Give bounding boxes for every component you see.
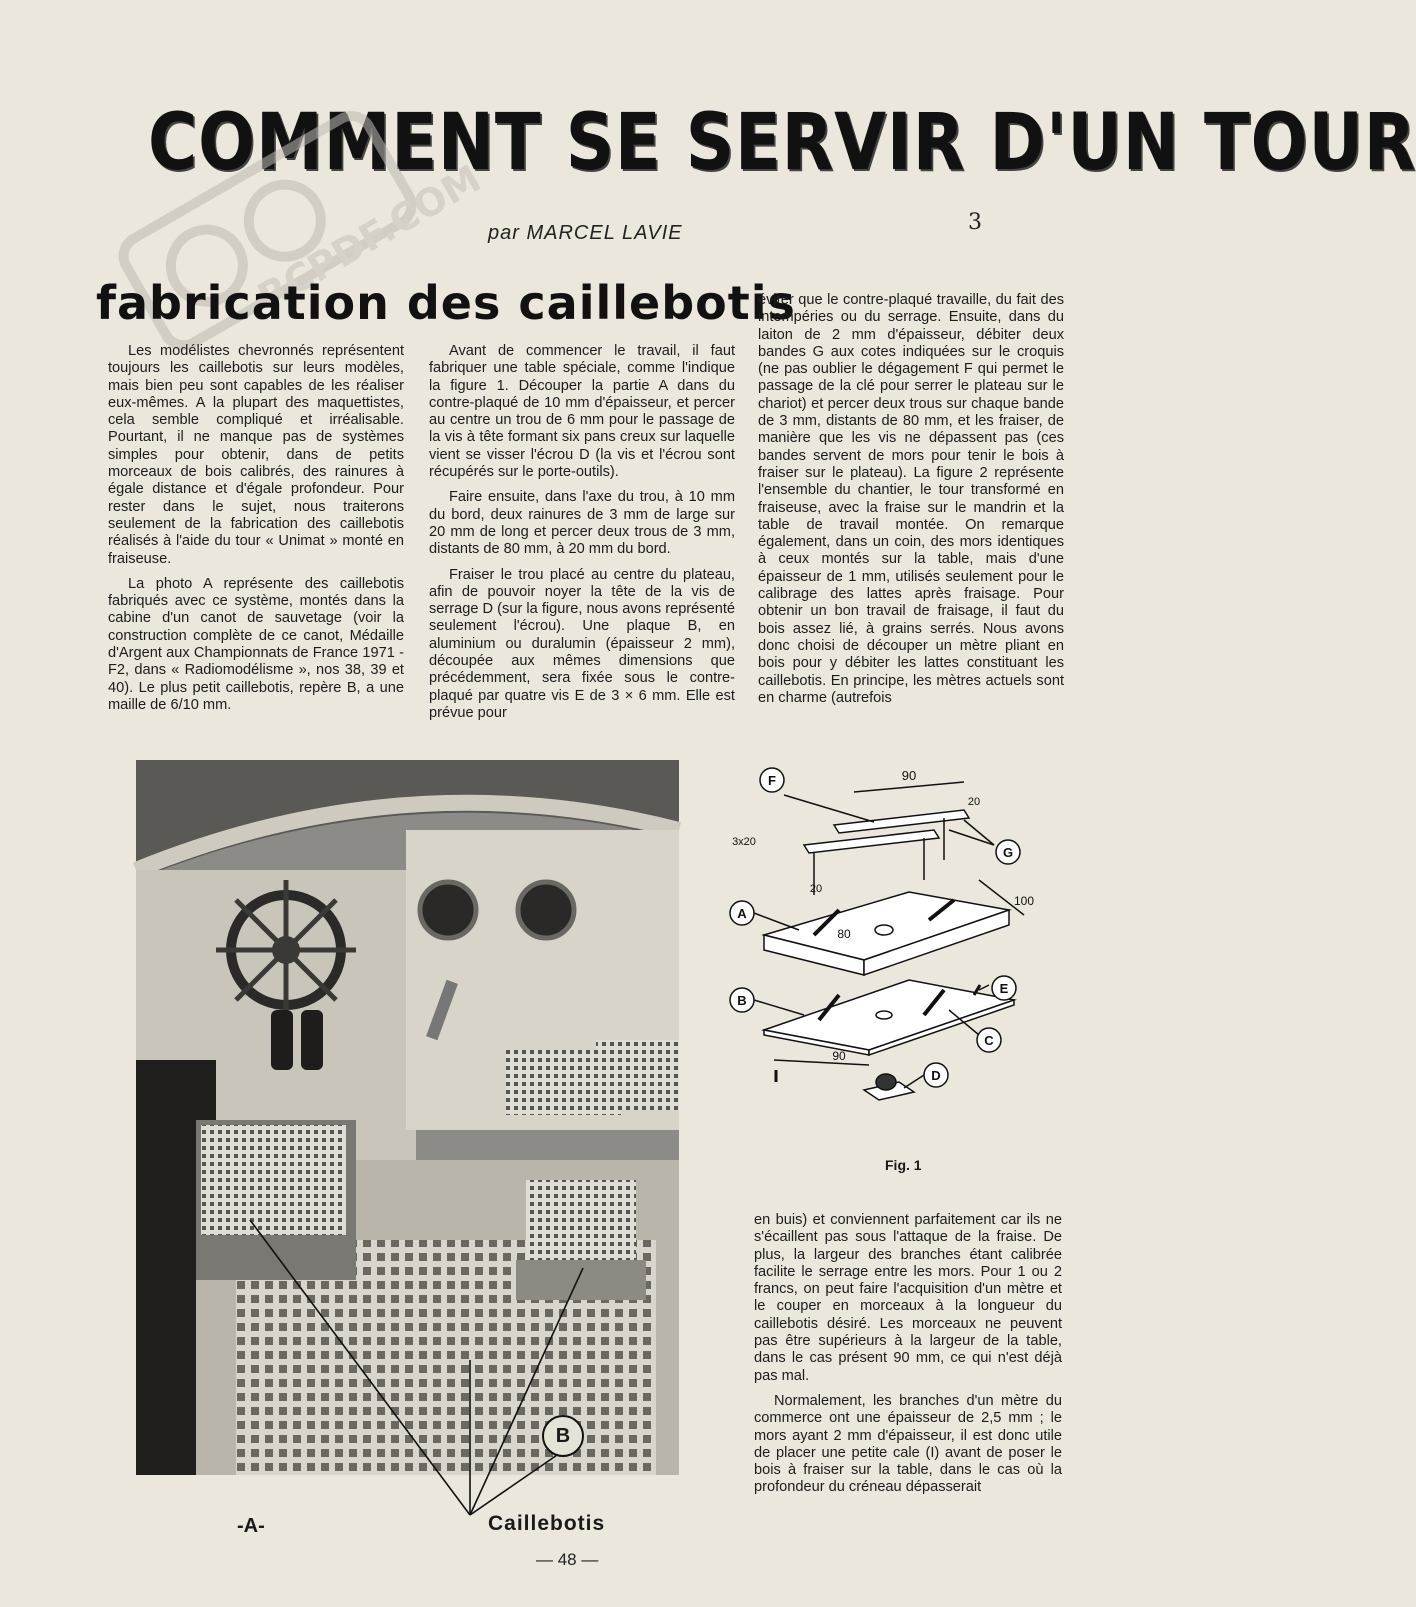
figure-caption: Fig. 1 (885, 1157, 922, 1173)
photo-a (136, 760, 679, 1475)
paragraph: Les modélistes chevronnés représentent toujours les caillebotis sur leurs modèles, mais bien peu sont capables de les réaliser eux-mêmes. A la plupart des maquettistes, cela semble compliqué et irréalisable. Pourtant, il ne manque pas de systèmes simples pour obtenir, dans de petits morceaux de bois calibrés, des rainures à égale distance et d'égale profondeur. Pour rester dans le sujet, nous traiterons seulement de la fabrication des caillebotis réalisés à l'aide du tour « Unimat » monté en fraiseuse. (108, 343, 404, 567)
text-column-2 (429, 343, 735, 730)
photo-label: -A- (237, 1515, 265, 1537)
watermark-text: RCPDF.COM (250, 156, 489, 320)
paragraph: en buis) et conviennent parfaitement car ils ne s'écaillent pas sous l'attaque de la fraise. De plus, la largeur des branches étant calibrée facilite le serrage entre les mors. Pour 1 ou 2 francs, on peut faire l'acquisition d'un mètre et le couper en morceaux à la longueur du caillebotis désiré. Les morceaux ne peuvent pas être supérieurs à la largeur de la table, dans le cas présent 90 mm, ce qui n'est déjà pas mal. (754, 1212, 1062, 1384)
photo-boat-cabin (136, 760, 679, 1475)
fig-dim-plate-width: 90 (832, 1049, 846, 1063)
fig-dim-screw: 3x20 (732, 836, 756, 848)
photo-marker-b: B (542, 1415, 584, 1457)
fig-label-b: B (737, 993, 747, 1008)
fig-dim-plate-depth: 100 (1013, 894, 1035, 908)
fig-dim-top-depth: 20 (967, 796, 981, 808)
paragraph: éviter que le contre-plaqué travaille, du fait des intempéries ou du serrage. Ensuite, dans du laiton de 2 mm d'épaisseur, débiter deux bandes G aux cotes indiquées sur le croquis (ne pas oublier le dégagement F qui permet le passage de la clé pour serrer le plateau sur le chariot) et percer deux trous sur chaque bande de 3 mm, distants de 80 mm, et les fraiser, de manière que les vis ne dépassent pas (ces bandes servent de mors pour tenir le bois à fraiser sur le plateau). La figure 2 représente l'ensemble du chantier, le tour transformé en fraiseuse, avec la fraise sur le mandrin et la table de travail montée. On remarque également, dans un coin, des mors identiques à ceux montés sur la table, mais d'une épaisseur de 1 mm, utilisés seulement pour le calibrage des lattes après fraisage. Pour obtenir un bon travail de fraisage, il faut du bois assez lié, à grains serrés. Nous avons donc choisi de découper un mètre pliant en bois pour y débiter les lattes constituant les caillebotis. En principe, les mètres actuels sont en charme (autrefois (758, 292, 1064, 706)
paragraph: Avant de commencer le travail, il faut fabriquer une table spéciale, comme l'indique la figure 1. Découper la partie A dans du contre-plaqué de 10 mm d'épaisseur, et percer au centre un trou de 6 mm pour le passage de la vis à tête formant six pans creux sur laquelle vient se visser l'écrou D (la vis et l'écrou sont récupérés sur le porte-outils). (429, 343, 735, 481)
fig-label-g: G (1002, 845, 1014, 860)
photo-caption: Caillebotis (488, 1512, 606, 1535)
fig-dim-top-width: 90 (901, 768, 917, 783)
part-number: 3 (968, 210, 982, 235)
fig-label-e: E (999, 981, 1009, 996)
section-title: fabrication des caillebotis (96, 276, 796, 330)
text-column-1 (108, 343, 404, 722)
fig-label-c: C (984, 1033, 994, 1048)
text-column-3-continued (754, 1212, 1062, 1505)
text-column-3 (758, 292, 1064, 715)
author-byline: par MARCEL LAVIE (488, 222, 683, 244)
fig-label-d: D (931, 1068, 941, 1083)
paragraph: Normalement, les branches d'un mètre du commerce ont une épaisseur de 2,5 mm ; le mors ayant 2 mm d'épaisseur, il est donc utile de placer une petite cale (I) avant de poser le bois à fraiser sur la table, dans le cas où la profondeur du créneau dépasserait (754, 1392, 1062, 1496)
page-number: — 48 — (536, 1550, 599, 1569)
paragraph: Fraiser le trou placé au centre du plateau, afin de pouvoir noyer la tête de la vis de serrage D (sur la figure, nous avons représenté seulement l'écrou). Une plaque B, en aluminium ou duralumin (épaisseur 2 mm), découpée aux mêmes dimensions que précédemment, sera fixée sous le contre-plaqué par quatre vis E de 3 × 6 mm. Elle est prévue pour (429, 566, 735, 721)
paragraph: La photo A représente des caillebotis fabriqués avec ce système, montés dans la cabine d'un canot de sauvetage (voir la construction complète de ce canot, Médaille d'Argent aux Championnats de France 1971 - F2, dans « Radiomodélisme », nos 38, 39 et 40). Le plus petit caillebotis, repère B, a une maille de 6/10 mm. (108, 575, 404, 713)
fig-dim-hole-spacing: 80 (837, 927, 851, 941)
article-title: COMMENT SE SERVIR D'UN TOUR (148, 98, 1416, 188)
fig-label-a: A (737, 906, 747, 921)
paragraph: Faire ensuite, dans l'axe du trou, à 10 mm du bord, deux rainures de 3 mm de large sur 20 mm de long et percer deux trous de 3 mm, distants de 80 mm, à 20 mm du bord. (429, 489, 735, 558)
figure-1-diagram (724, 770, 1074, 1170)
fig-label-f: F (768, 773, 776, 788)
fig-dim-slot: 20 (809, 883, 823, 895)
